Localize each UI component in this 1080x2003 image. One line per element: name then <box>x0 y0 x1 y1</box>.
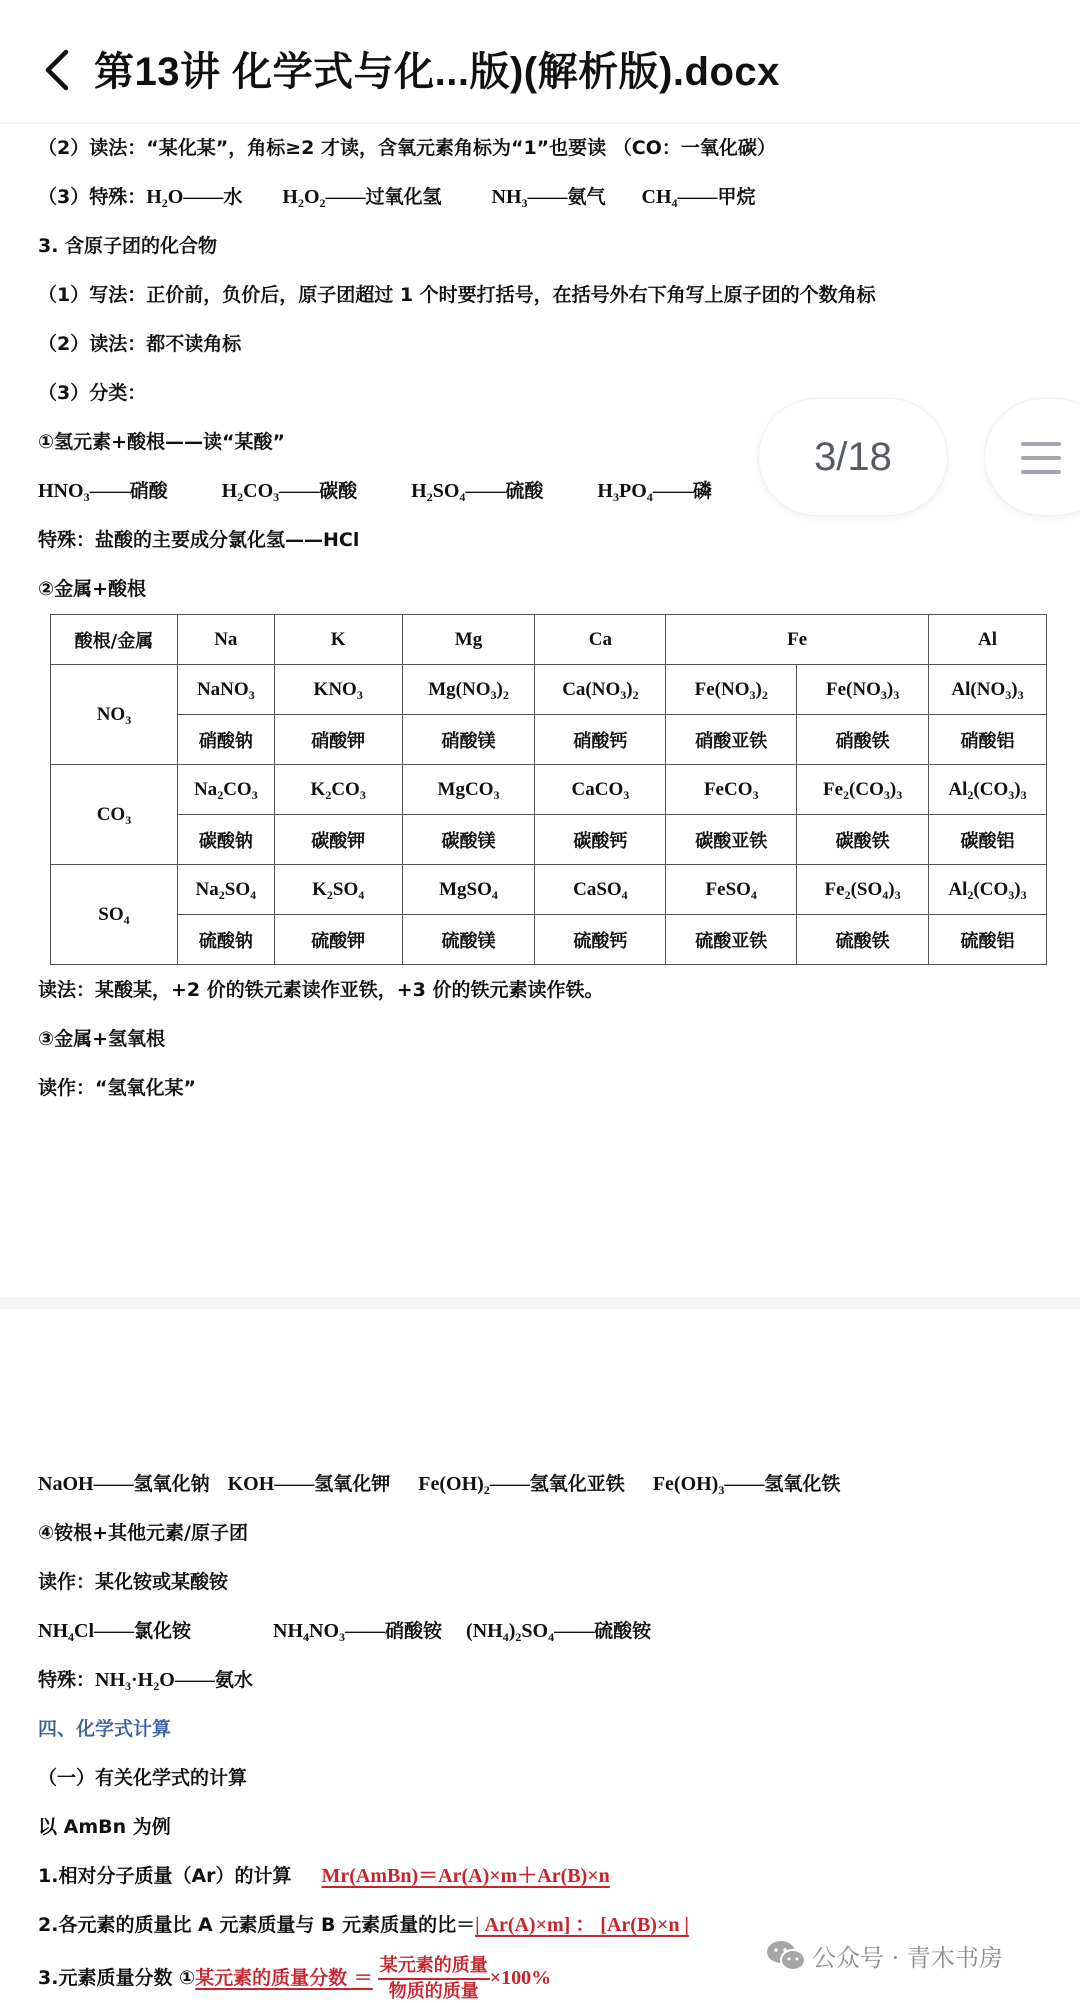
formula-cell <box>797 765 929 815</box>
text-line: 以 AmBn 为例 <box>38 1816 171 1838</box>
calc-formula: Mr(AmBn)＝Ar(A)×m＋Ar(B)×n <box>321 1865 610 1887</box>
compound-name: 氨水 <box>214 1669 253 1691</box>
chemical-formula: $Na_2SO_4$ <box>195 878 257 902</box>
page-indicator[interactable] <box>758 398 948 516</box>
name-cell: 硫酸钠 <box>177 915 274 965</box>
dash: —— <box>554 1620 595 1642</box>
watermark-text: 公众号 · 青木书房 <box>812 1944 1003 1972</box>
formula-cell <box>666 665 797 715</box>
text-line: 读作：“氢氧化某” <box>38 1077 196 1099</box>
name-cell: 硝酸钙 <box>535 715 666 765</box>
chemical-formula: $NH_4NO_3$ <box>273 1620 346 1644</box>
compound-name: 磷 <box>692 480 712 502</box>
compound-name: 氢氧化钾 <box>314 1473 391 1495</box>
chemical-formula: $Fe(OH)_2$ <box>418 1473 490 1497</box>
chemical-formula: $NH_3$ <box>491 186 528 210</box>
compound-name: 氢氧化钠 <box>133 1473 210 1495</box>
dash: —— <box>527 186 568 208</box>
table-header-cell: Fe <box>666 615 929 665</box>
chemical-formula: $NH_4Cl$ <box>38 1620 94 1644</box>
formula-cell <box>402 765 535 815</box>
acids-line <box>38 477 712 505</box>
table-header-cell: 酸根/金属 <box>51 615 178 665</box>
table-header-cell: Ca <box>535 615 666 665</box>
dash: —— <box>94 1620 134 1642</box>
formula-cell <box>274 765 402 815</box>
formula-cell <box>177 665 274 715</box>
text-line: ④铵根+其他元素/原子团 <box>38 1522 248 1544</box>
chemical-formula: $H_2SO_4$ <box>411 480 466 504</box>
table-header-cell: Mg <box>402 615 535 665</box>
text-line: 特殊：盐酸的主要成分氯化氢——HCl <box>38 529 360 551</box>
salts-table <box>50 614 1047 965</box>
chemical-formula: $Ca(NO_3)_2$ <box>562 678 639 702</box>
compound-name: 过氧化氢 <box>365 186 442 208</box>
dash: —— <box>489 1473 530 1495</box>
compound-entry <box>466 1620 651 1642</box>
compound-entry <box>282 186 441 208</box>
chemical-formula: FeSO$_4$ <box>705 878 757 902</box>
compound-entry <box>146 186 242 208</box>
chemical-formula: FeCO$_3$ <box>703 778 759 802</box>
compound-name: 硝酸 <box>129 480 168 502</box>
table-row <box>51 665 1047 715</box>
compound-name: 氯化铵 <box>134 1620 192 1642</box>
chemical-formula: $H_2CO_3$ <box>221 480 280 504</box>
name-cell: 硫酸铝 <box>929 915 1047 965</box>
formula-cell <box>929 765 1047 815</box>
calc-formula-lhs: 某元素的质量分数 ＝ <box>195 1967 373 1989</box>
dash: —— <box>183 186 224 208</box>
section-heading-3: 3. 含原子团的化合物 <box>38 235 218 257</box>
table-header-row <box>51 615 1047 665</box>
compound-entry <box>222 480 358 502</box>
chemical-formula: $K_2SO_4$ <box>312 878 365 902</box>
chemical-formula: $CO_3$ <box>96 803 132 827</box>
chemical-formula: $Na_2CO_3$ <box>193 778 258 802</box>
formula-cell <box>797 865 929 915</box>
chemical-formula: $(NH_4)_2SO_4$ <box>466 1620 555 1644</box>
chemical-formula: $Fe_2(SO_4)_3$ <box>824 878 901 902</box>
text-line: （2）读法：“某化某”，角标≥2 才读，含氧元素角标为“1”也要读 （CO：一氧化碳） <box>38 137 776 159</box>
chemical-formula: $Fe_2(CO_3)_3$ <box>822 778 903 802</box>
name-cell: 碳酸钠 <box>177 815 274 865</box>
table-header-cell: Na <box>177 615 274 665</box>
chemical-formula: $H_2O$ <box>146 186 184 210</box>
chemical-formula: $Fe(OH)_3$ <box>652 1473 725 1497</box>
chemical-formula: KOH <box>227 1473 275 1495</box>
watermark <box>766 1938 1003 1973</box>
compound-name: 氨气 <box>567 186 606 208</box>
menu-button[interactable] <box>984 398 1080 516</box>
line-prefix: （3）特殊： <box>38 186 147 208</box>
formula-cell <box>929 665 1047 715</box>
name-cell: 碳酸铁 <box>797 815 929 865</box>
compound-entry <box>228 1473 391 1495</box>
calc-label: 1.相对分子质量（Ar）的计算 <box>38 1865 292 1887</box>
section-heading-4: 四、化学式计算 <box>38 1718 172 1740</box>
formula-cell <box>177 865 274 915</box>
formula-cell <box>535 765 666 815</box>
compound-name: 硫酸 <box>505 480 544 502</box>
compound-entry <box>653 1473 841 1495</box>
formula-cell <box>177 765 274 815</box>
name-cell: 硝酸亚铁 <box>666 715 797 765</box>
formula-cell <box>535 865 666 915</box>
chemical-formula: $H_2O_2$ <box>282 186 326 210</box>
formula-cell <box>666 865 797 915</box>
calc-mass-ratio <box>38 1911 689 1939</box>
name-cell: 硝酸镁 <box>402 715 535 765</box>
dash: —— <box>652 480 693 502</box>
dash: —— <box>274 1473 315 1495</box>
chemical-formula: $HNO_3$ <box>38 480 90 504</box>
compound-entry <box>38 1473 210 1495</box>
page-separator <box>0 1297 1080 1309</box>
radical-cell <box>51 665 178 765</box>
compound-entry <box>597 480 711 502</box>
dash: —— <box>345 1620 386 1642</box>
compound-name: 碳酸 <box>319 480 358 502</box>
dash: —— <box>279 480 320 502</box>
dash: —— <box>174 1669 215 1691</box>
name-cell: 碳酸亚铁 <box>666 815 797 865</box>
compound-entry <box>38 1620 191 1642</box>
compound-entry <box>642 186 756 208</box>
chemical-formula: CaSO$_4$ <box>573 878 628 902</box>
formula-cell <box>929 865 1047 915</box>
chemical-formula: $Al_2(CO_3)_3$ <box>948 778 1027 802</box>
name-cell: 碳酸铝 <box>929 815 1047 865</box>
formula-cell <box>402 865 535 915</box>
text-line: ②金属+酸根 <box>38 578 147 600</box>
calc-molecular-mass <box>38 1862 610 1890</box>
compound-name: 氢氧化铁 <box>764 1473 841 1495</box>
text-line: 读作：某化铵或某酸铵 <box>38 1571 229 1593</box>
compound-entry <box>411 480 543 502</box>
name-cell: 硝酸钾 <box>274 715 402 765</box>
name-cell: 硫酸铁 <box>797 915 929 965</box>
ammonia-water-line <box>38 1666 253 1694</box>
chemical-formula: MgCO$_3$ <box>437 778 500 802</box>
name-cell: 碳酸钾 <box>274 815 402 865</box>
formula-cell <box>274 665 402 715</box>
dash: —— <box>465 480 506 502</box>
compound-name: 硝酸铵 <box>385 1620 443 1642</box>
name-cell: 硝酸铁 <box>797 715 929 765</box>
calc-label: 3.元素质量分数 ① <box>38 1967 196 1989</box>
dash: —— <box>724 1473 765 1495</box>
radical-cell <box>51 865 178 965</box>
formula-cell <box>666 765 797 815</box>
chemical-formula: $KNO_3$ <box>313 678 363 702</box>
text-line: （3）分类： <box>38 382 147 404</box>
table-row <box>51 765 1047 815</box>
chemical-formula: CaCO$_3$ <box>571 778 630 802</box>
dash: —— <box>677 186 718 208</box>
table-header-cell: K <box>274 615 402 665</box>
fraction-numerator: 某元素的质量 <box>378 1954 490 1980</box>
calc-label: 2.各元素的质量比 A 元素质量与 B 元素质量的比＝ <box>38 1914 476 1936</box>
text-line: ①氢元素+酸根——读“某酸” <box>38 431 285 453</box>
back-button[interactable] <box>40 46 76 94</box>
compound-name: 硫酸铵 <box>594 1620 652 1642</box>
chemical-formula: $H_3PO_4$ <box>597 480 653 504</box>
compound-name: 水 <box>223 186 243 208</box>
formula-cell <box>535 665 666 715</box>
name-cell: 碳酸镁 <box>402 815 535 865</box>
chemical-formula: $NH_3\cdot H_2O$ <box>95 1669 175 1693</box>
table-row <box>51 715 1047 765</box>
name-cell: 硝酸铝 <box>929 715 1047 765</box>
calc-formula: | Ar(A)×m] ： [Ar(B)×n | <box>475 1914 689 1936</box>
compound-name: 氢氧化亚铁 <box>529 1473 625 1495</box>
chemical-formula: $SO_4$ <box>98 903 130 927</box>
formula-cell <box>402 665 535 715</box>
bases-line <box>38 1470 840 1498</box>
table-row <box>51 915 1047 965</box>
table-row <box>51 815 1047 865</box>
subsection-heading: （一）有关化学式的计算 <box>38 1767 248 1789</box>
text-line: ③金属+氢氧根 <box>38 1028 166 1050</box>
compound-entry <box>38 480 168 502</box>
name-cell: 硫酸钾 <box>274 915 402 965</box>
compound-entry <box>273 1620 442 1642</box>
chemical-formula: $Mg(NO_3)_2$ <box>428 678 509 702</box>
radical-cell <box>51 765 178 865</box>
fraction-multiplier: ×100% <box>489 1967 552 1989</box>
chemical-formula: MgSO$_4$ <box>439 878 498 902</box>
compound-entry <box>492 186 606 208</box>
fraction-denominator: 物质的质量 <box>388 1981 479 2003</box>
text-line: 读法：某酸某，+2 价的铁元素读作亚铁，+3 价的铁元素读作铁。 <box>38 979 604 1001</box>
fraction <box>378 1954 490 2003</box>
text-line: （2）读法：都不读角标 <box>38 333 242 355</box>
compound-entry <box>418 1473 625 1495</box>
chemical-formula: $Fe(NO_3)_2$ <box>694 678 768 702</box>
chemical-formula: NaOH <box>38 1473 94 1495</box>
name-cell: 硫酸钙 <box>535 915 666 965</box>
dash: —— <box>93 1473 134 1495</box>
chemical-formula: $CH_4$ <box>641 186 678 210</box>
name-cell: 碳酸钙 <box>535 815 666 865</box>
page-indicator-label: 3/18 <box>814 434 892 479</box>
formula-cell <box>274 865 402 915</box>
text-line: （1）写法：正价前，负价后，原子团超过 1 个时要打括号，在括号外右下角写上原子团的个数角标 <box>38 284 876 306</box>
chevron-left-icon <box>40 46 76 94</box>
chemical-formula: $Fe(NO_3)_3$ <box>825 678 900 702</box>
ammonium-line <box>38 1617 651 1645</box>
chemical-formula: $K_2CO_3$ <box>310 778 366 802</box>
formula-cell <box>797 665 929 715</box>
chemical-formula: $Al_2(CO_3)_3$ <box>948 878 1027 902</box>
dash: —— <box>89 480 130 502</box>
document-title: 第13讲 化学式与化...版)(解析版).docx <box>94 50 780 94</box>
table-header-cell: Al <box>929 615 1047 665</box>
line-prefix: 特殊： <box>38 1669 96 1691</box>
special-compounds-line <box>38 183 756 211</box>
name-cell: 硫酸亚铁 <box>666 915 797 965</box>
top-bar <box>0 0 1080 124</box>
chemical-formula: $NO_3$ <box>96 703 132 727</box>
wechat-icon <box>766 1939 806 1973</box>
compound-name: 甲烷 <box>717 186 756 208</box>
dash: —— <box>325 186 366 208</box>
chemical-formula: NaNO$_3$ <box>196 678 255 702</box>
name-cell: 硫酸镁 <box>402 915 535 965</box>
chemical-formula: $Al(NO_3)_3$ <box>951 678 1024 702</box>
name-cell: 硝酸钠 <box>177 715 274 765</box>
table-row <box>51 865 1047 915</box>
calc-mass-fraction <box>38 1952 551 2003</box>
